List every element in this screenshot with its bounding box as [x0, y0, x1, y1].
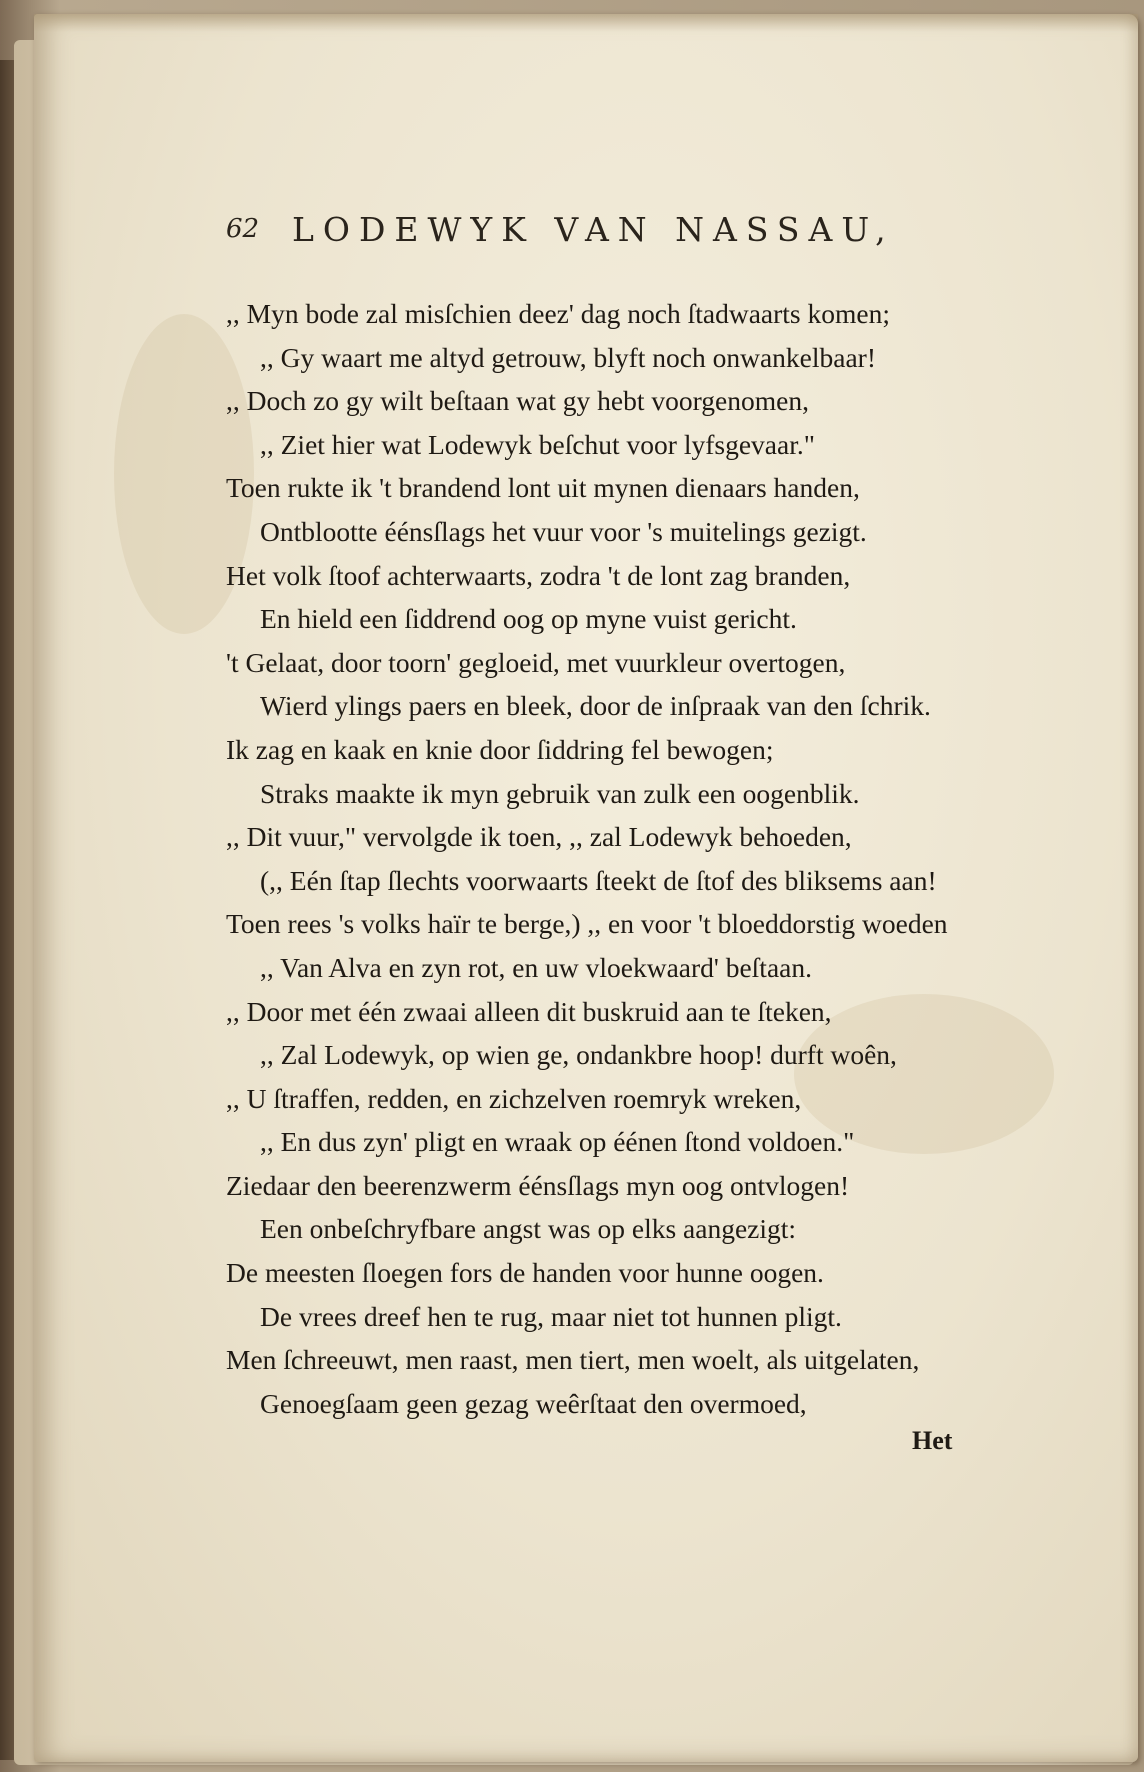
- verse-line: ,, Door met één zwaai alleen dit buskruid aan te ſteken,: [226, 995, 832, 1027]
- page-number: 62: [226, 214, 260, 244]
- verse-block: [226, 292, 966, 1425]
- verse-line: ,, Dit vuur," vervolgde ik toen, ,, zal Lodewyk behoeden,: [226, 821, 852, 853]
- verse-line: ,, Ziet hier wat Lodewyk beſchut voor lyfsgevaar.": [260, 428, 815, 460]
- verse-line: ,, Doch zo gy wilt beſtaan wat gy hebt voorgenomen,: [226, 385, 809, 417]
- verse-line: Een onbeſchryfbare angst was op elks aangezigt:: [260, 1213, 797, 1245]
- verse-line: ,, En dus zyn' pligt en wraak op éénen ſtond voldoen.": [260, 1126, 855, 1158]
- verse-line: ,, Myn bode zal misſchien deez' dag noch ſtadwaarts komen;: [226, 298, 890, 329]
- verse-line: Toen rukte ik 't brandend lont uit mynen dienaars handen,: [226, 472, 860, 504]
- verse-line: De vrees dreef hen te rug, maar niet tot hunnen pligt.: [260, 1300, 842, 1332]
- verse-line: Wierd ylings paers en bleek, door de inſpraak van den ſchrik.: [260, 690, 931, 722]
- verse-line: ,, U ſtraffen, redden, en zichzelven roemryk wreken,: [226, 1082, 802, 1114]
- verse-line: 't Gelaat, door toorn' gegloeid, met vuurkleur overtogen,: [226, 646, 846, 678]
- verse-line: De meesten ſloegen fors de handen voor hunne oogen.: [226, 1257, 824, 1289]
- verse-line: En hield een ſiddrend oog op myne vuist gericht.: [260, 603, 797, 635]
- verse-line: ,, Zal Lodewyk, op wien ge, ondankbre hoop! durft woên,: [260, 1039, 897, 1071]
- verse-line: Ontblootte éénsſlags het vuur voor 's muitelings gezigt.: [260, 515, 867, 547]
- verse-line: ,, Gy waart me altyd getrouw, blyft noch onwankelbaar!: [260, 341, 876, 373]
- verse-line: Genoegſaam geen gezag weêrſtaat den overmoed,: [260, 1387, 807, 1419]
- verse-line: Straks maakte ik myn gebruik van zulk een oogenblik.: [260, 777, 860, 809]
- verse-line: Het volk ſtoof achterwaarts, zodra 't de lont zag branden,: [226, 559, 851, 591]
- catchword: Het: [912, 1426, 953, 1455]
- page-top-edge: [34, 14, 1138, 32]
- verse-line: Men ſchreeuwt, men raast, men tiert, men woelt, als uitgelaten,: [226, 1344, 920, 1376]
- verse-line: Ziedaar den beerenzwerm éénsſlags myn oog ontvlogen!: [226, 1169, 850, 1201]
- verse-line: Toen rees 's volks haïr te berge,) ,, en voor 't bloeddorstig woeden: [226, 908, 948, 940]
- running-title: LODEWYK VAN NASSAU,: [292, 210, 895, 249]
- verse-line: Ik zag en kaak en knie door ſiddring fel bewogen;: [226, 733, 774, 765]
- verse-line: ,, Van Alva en zyn rot, en uw vloekwaard' beſtaan.: [260, 951, 812, 983]
- verse-line: (,, Eén ſtap ſlechts voorwaarts ſteekt de ſtof des bliksems aan!: [260, 864, 937, 896]
